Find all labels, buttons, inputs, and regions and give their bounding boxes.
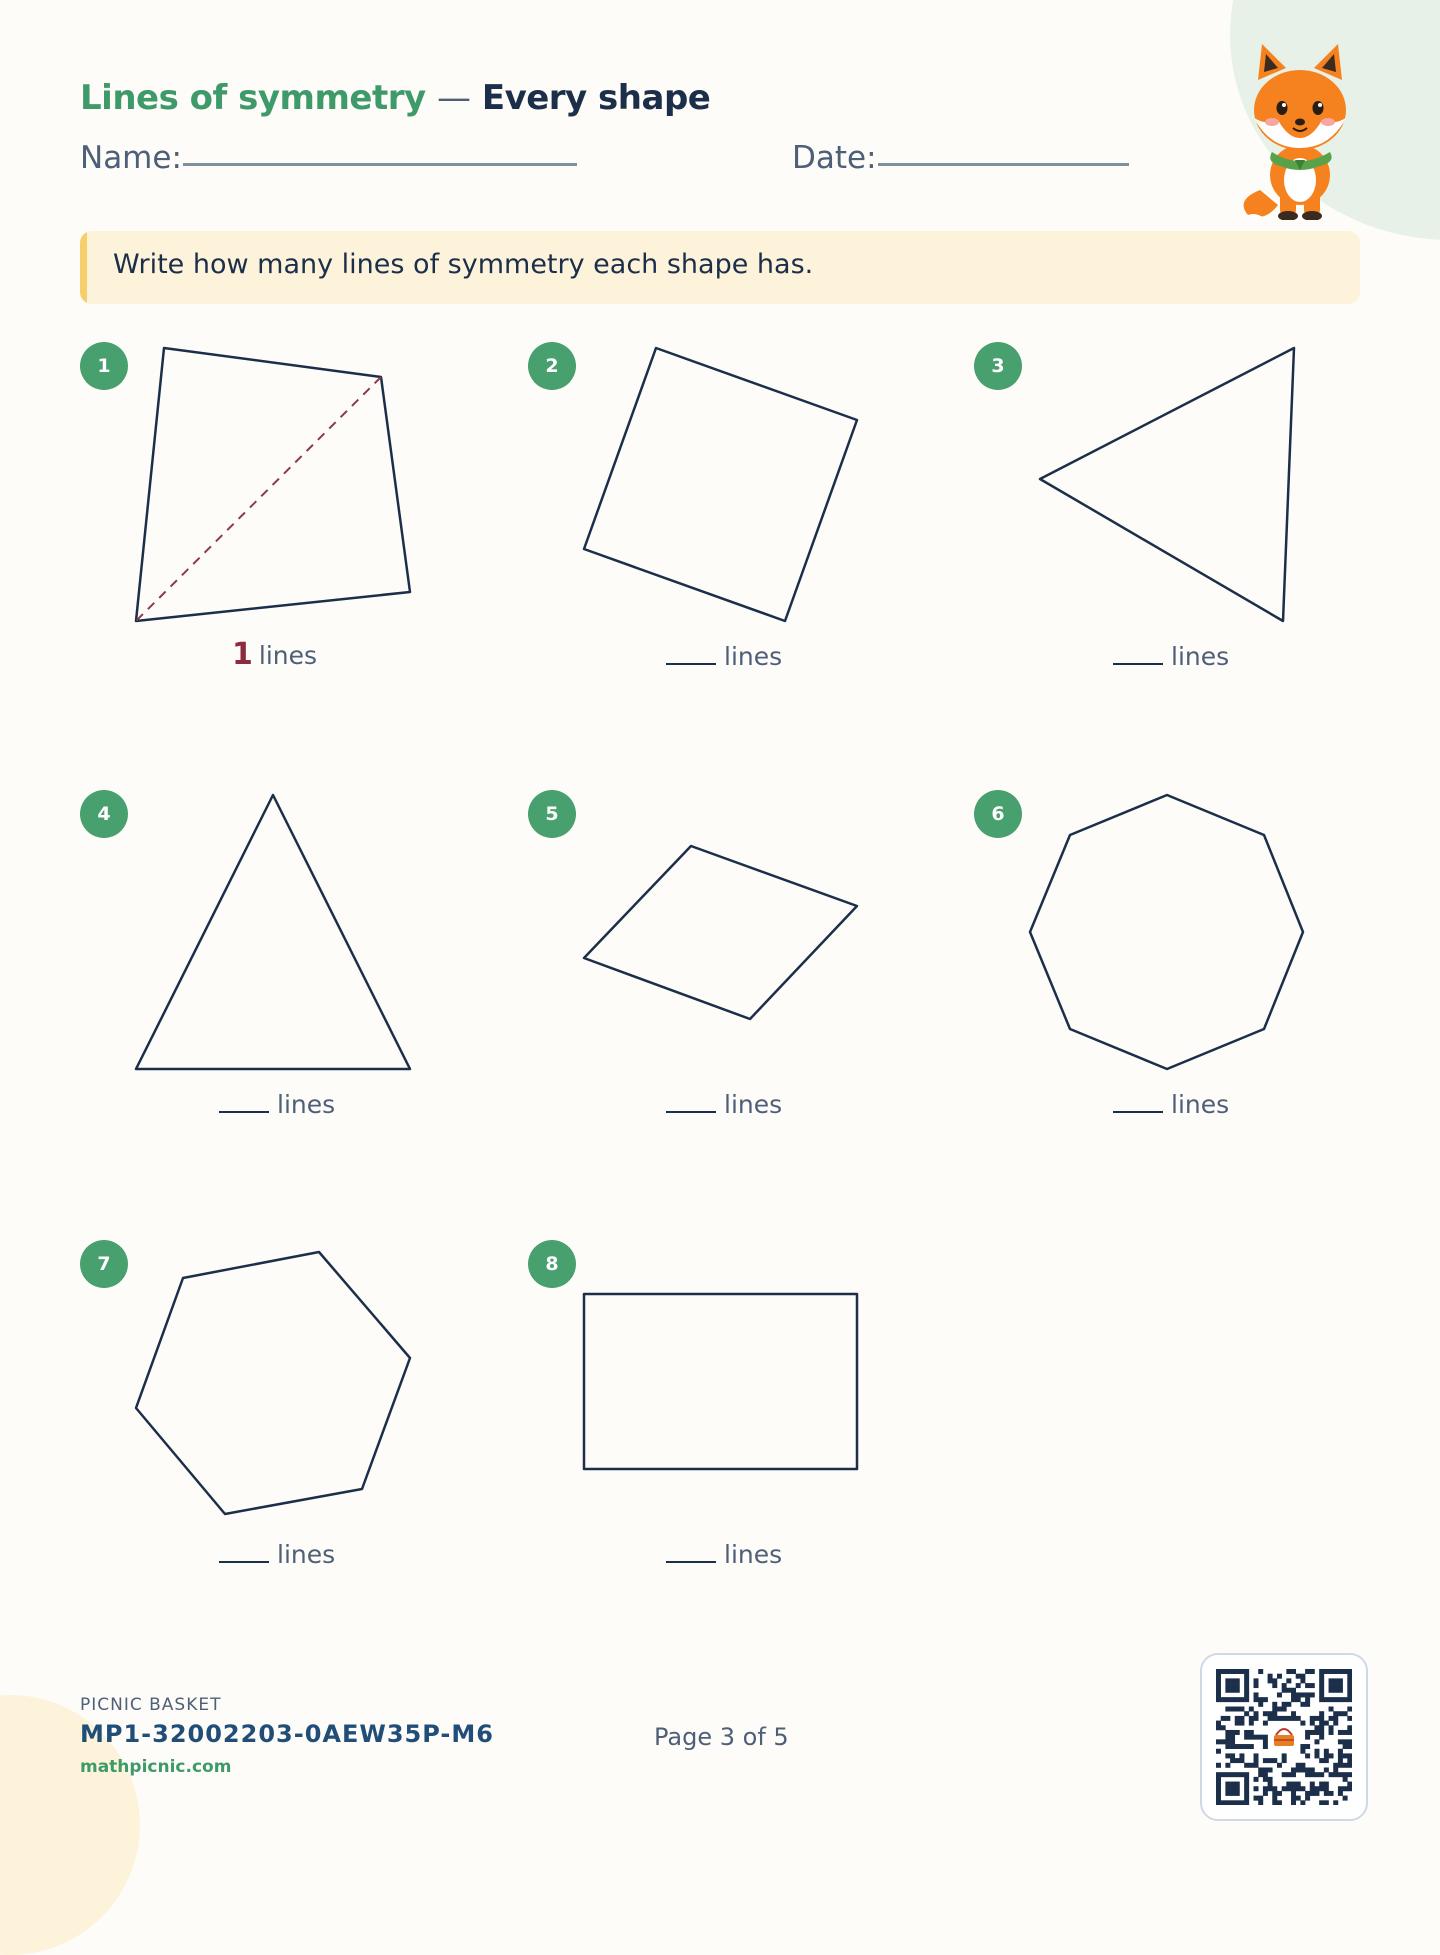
question-7-badge: 7 (80, 1240, 128, 1288)
footer-worksheet-code: MP1-32002203-0AEW35P-M6 (80, 1720, 494, 1748)
question-8-badge: 8 (528, 1240, 576, 1288)
question-3-answer[interactable] (1113, 642, 1229, 671)
question-3-blank[interactable] (1113, 663, 1163, 665)
shape-2-square (584, 348, 857, 621)
date-label: Date: (792, 140, 877, 176)
question-2-badge: 2 (528, 342, 576, 390)
question-7-blank[interactable] (219, 1561, 269, 1563)
question-2-answer[interactable] (666, 642, 782, 671)
question-3-badge: 3 (974, 342, 1022, 390)
page-number: Page 3 of 5 (654, 1723, 789, 1751)
question-5-blank[interactable] (666, 1111, 716, 1113)
shape-7-hexagon (136, 1252, 410, 1514)
question-4-answer[interactable] (219, 1090, 335, 1119)
question-5-answer[interactable] (666, 1090, 782, 1119)
shape-3-triangle (1040, 348, 1294, 621)
picnic-basket-icon (1271, 1724, 1297, 1750)
shape-1-symmetry-line (136, 377, 381, 621)
question-1-answer-value: 1 (232, 637, 253, 672)
qr-code[interactable] (1200, 1653, 1368, 1821)
shape-6-octagon (1030, 795, 1303, 1069)
footer-site-link[interactable]: mathpicnic.com (80, 1757, 232, 1777)
question-6-blank[interactable] (1113, 1111, 1163, 1113)
question-6-badge: 6 (974, 790, 1022, 838)
question-8-answer[interactable] (666, 1540, 782, 1569)
question-4-badge: 4 (80, 790, 128, 838)
title-topic: Lines of symmetry (80, 78, 426, 118)
question-4-unit: lines (277, 1090, 336, 1119)
question-3-unit: lines (1171, 642, 1230, 671)
question-6-answer[interactable] (1113, 1090, 1229, 1119)
question-8-blank[interactable] (666, 1561, 716, 1563)
question-8-unit: lines (724, 1540, 783, 1569)
shape-8-rectangle (584, 1294, 857, 1469)
instruction-text: Write how many lines of symmetry each shape has. (113, 249, 814, 280)
question-1-unit: lines (258, 641, 318, 670)
question-5-unit: lines (724, 1090, 783, 1119)
question-7-unit: lines (277, 1540, 336, 1569)
title-level: Every shape (481, 78, 711, 118)
name-label: Name: (80, 140, 182, 176)
question-7-answer[interactable] (219, 1540, 335, 1569)
shape-4-triangle (136, 795, 410, 1069)
question-2-blank[interactable] (666, 663, 716, 665)
question-6-unit: lines (1171, 1090, 1230, 1119)
question-2-unit: lines (724, 642, 783, 671)
shape-5-parallelogram (584, 846, 857, 1019)
question-1-badge: 1 (80, 342, 128, 390)
question-1-answer[interactable] (232, 637, 317, 672)
title-separator: — (437, 78, 471, 118)
question-5-badge: 5 (528, 790, 576, 838)
footer-brand: PICNIC BASKET (80, 1695, 222, 1715)
qr-code-icon (1216, 1669, 1352, 1805)
question-4-blank[interactable] (219, 1111, 269, 1113)
